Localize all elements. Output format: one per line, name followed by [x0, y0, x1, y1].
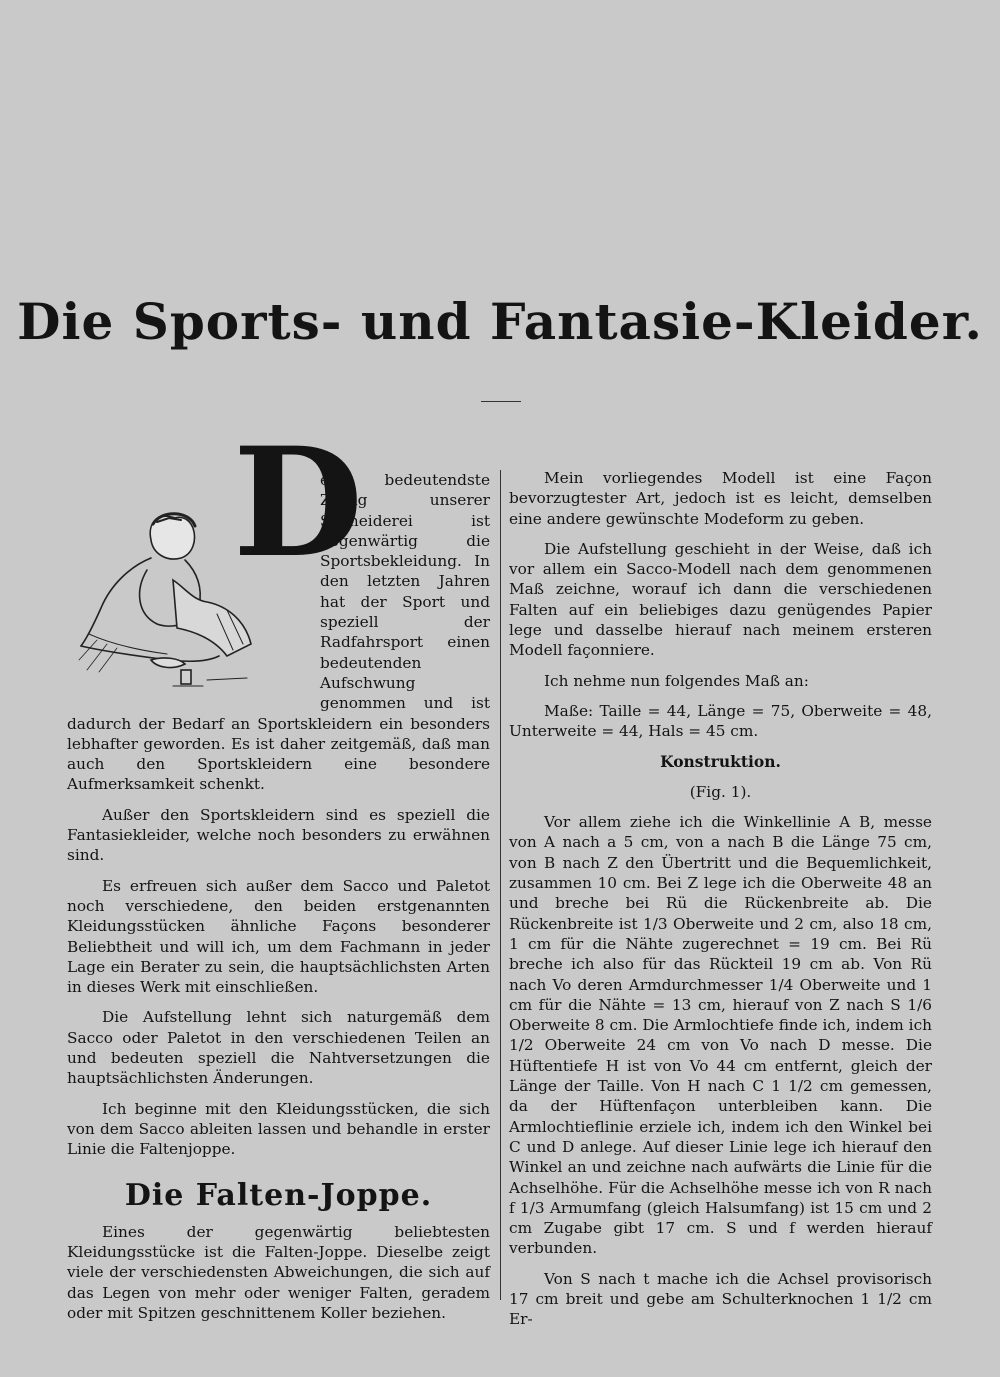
left-paragraph-1: Außer den Sportskleidern sind es speziell die Fantasiekleider, welche noch besonders zu erwähnen sind.: [67, 805, 490, 865]
page-title: Die Sports- und Fantasie-Kleider.: [17, 292, 983, 351]
measurements-paragraph: Maße: Taille = 44, Länge = 75, Oberweite = 48, Unterweite = 44, Hals = 45 cm.: [509, 701, 932, 741]
construction-heading: Konstruktion.: [660, 751, 781, 771]
left-column: [67, 415, 490, 1333]
left-paragraph-4: Ich beginne mit den Kleidungsstücken, die sich von dem Sacco ableiten lassen und behandle in erster Linie die Faltenjoppe.: [67, 1099, 490, 1159]
title-divider: [481, 401, 521, 402]
right-paragraph-1: Mein vorliegendes Modell ist eine Façon bevorzugtester Art, jedoch ist es leicht, demselben eine andere gewünschte Modeform zu geben.: [509, 469, 932, 528]
seated-tailor-illustration: [77, 510, 277, 690]
section-paragraph: Eines der gegenwärtig beliebtesten Kleidungsstücke ist die Falten-Joppe. Dieselbe zeigt viele der verschiedensten Abweichungen, die sich auf das Legen von mehr oder weniger Falten, geradem oder mit Spitzen geschnittenem Koller beziehen.: [67, 1222, 490, 1322]
right-paragraph-3: Ich nehme nun folgendes Maß an:: [544, 671, 809, 690]
right-paragraph-2: Die Aufstellung geschieht in der Weise, daß ich vor allem ein Sacco-Modell nach dem genommenen Maß zeichne, worauf ich dann die verschiedenen Falten auf ein beliebiges dazu genügendes Papier lege und dasselbe hierauf nach meinem ersteren Modell façonniere.: [509, 539, 932, 660]
figure-reference: (Fig. 1).: [689, 782, 752, 801]
section-title: Die Falten-Joppe.: [124, 1177, 433, 1213]
drop-cap: D: [233, 415, 364, 591]
right-column: [509, 468, 932, 1340]
construction-paragraph-2: Von S nach t mache ich die Achsel provisorisch 17 cm breit und gebe am Schulterknochen 1 1/2 cm Er-: [509, 1269, 932, 1329]
left-paragraph-3: Die Aufstellung lehnt sich naturgemäß dem Sacco oder Paletot in den verschiedenen Teilen an und bedeuten speziell die Nahtversetzungen die hauptsächlichsten Änderungen.: [67, 1008, 490, 1088]
construction-paragraph-1: Vor allem ziehe ich die Winkellinie A B, messe von A nach a 5 cm, von a nach B die Länge 75 cm, von B nach Z den Übertritt und die Bequemlichkeit, zusammen 10 cm. Bei Z lege ich die Oberweite 48 an und breche bei Rü die Rückenbreite ab. Die Rückenbreite ist 1/3 Oberweite und 2 cm, also 18 cm, 1 cm für die Nähte zugerechnet = 19 cm. Bei Rü breche ich also für das Rückteil 19 cm ab. Von Rü nach Vo deren Armdurchmesser 1/4 Oberweite und 1 cm für die Nähte = 13 cm, hierauf von Z nach S 1/6 Oberweite 8 cm. Die Armlochtiefe finde ich, indem ich 1/2 Oberweite 24 cm von Vo nach D messe. Die Hüftentiefe H ist von Vo 44 cm entfernt, gleich der Länge der Taille. Von H nach C 1 1/2 cm gemessen, da der Hüftenfaçon unterbleiben kann. Die Armlochtieflinie erziele ich, indem ich den Winkel bei C und D anlege. Auf dieser Linie lege ich hierauf den Winkel an und zeichne nach aufwärts die Linie für die Achselhöhe. Für die Achselhöhe messe ich von R nach f 1/3 Armumfang (gleich Halsumfang) ist 15 cm und 2 cm Zugabe gibt 17 cm. S und f werden hierauf verbunden.: [509, 813, 932, 1258]
intro-paragraph: er bedeutendste Zweig unserer Schneiderei ist gegenwärtig die Sportsbekleidung. In den letzten Jahren hat der Sport und speziell der Radfahrsport einen bedeutenden Aufschwung genommen und ist dadurch der Bedarf an Sportskleidern ein besonders lebhafter geworden. Es ist daher zeitgemäß, daß man auch den Sportskleidern eine besondere Aufmerksamkeit schenkt.: [67, 471, 490, 794]
left-paragraph-2: Es erfreuen sich außer dem Sacco und Paletot noch verschiedene, den beiden erstgenannten Kleidungsstücken ähnliche Façons besonderer Beliebtheit und will ich, um dem Fachmann in jeder Lage ein Berater zu sein, die hauptsächlichsten Arten in dieses Werk mit einschließen.: [67, 876, 490, 997]
column-divider: [500, 470, 501, 1300]
